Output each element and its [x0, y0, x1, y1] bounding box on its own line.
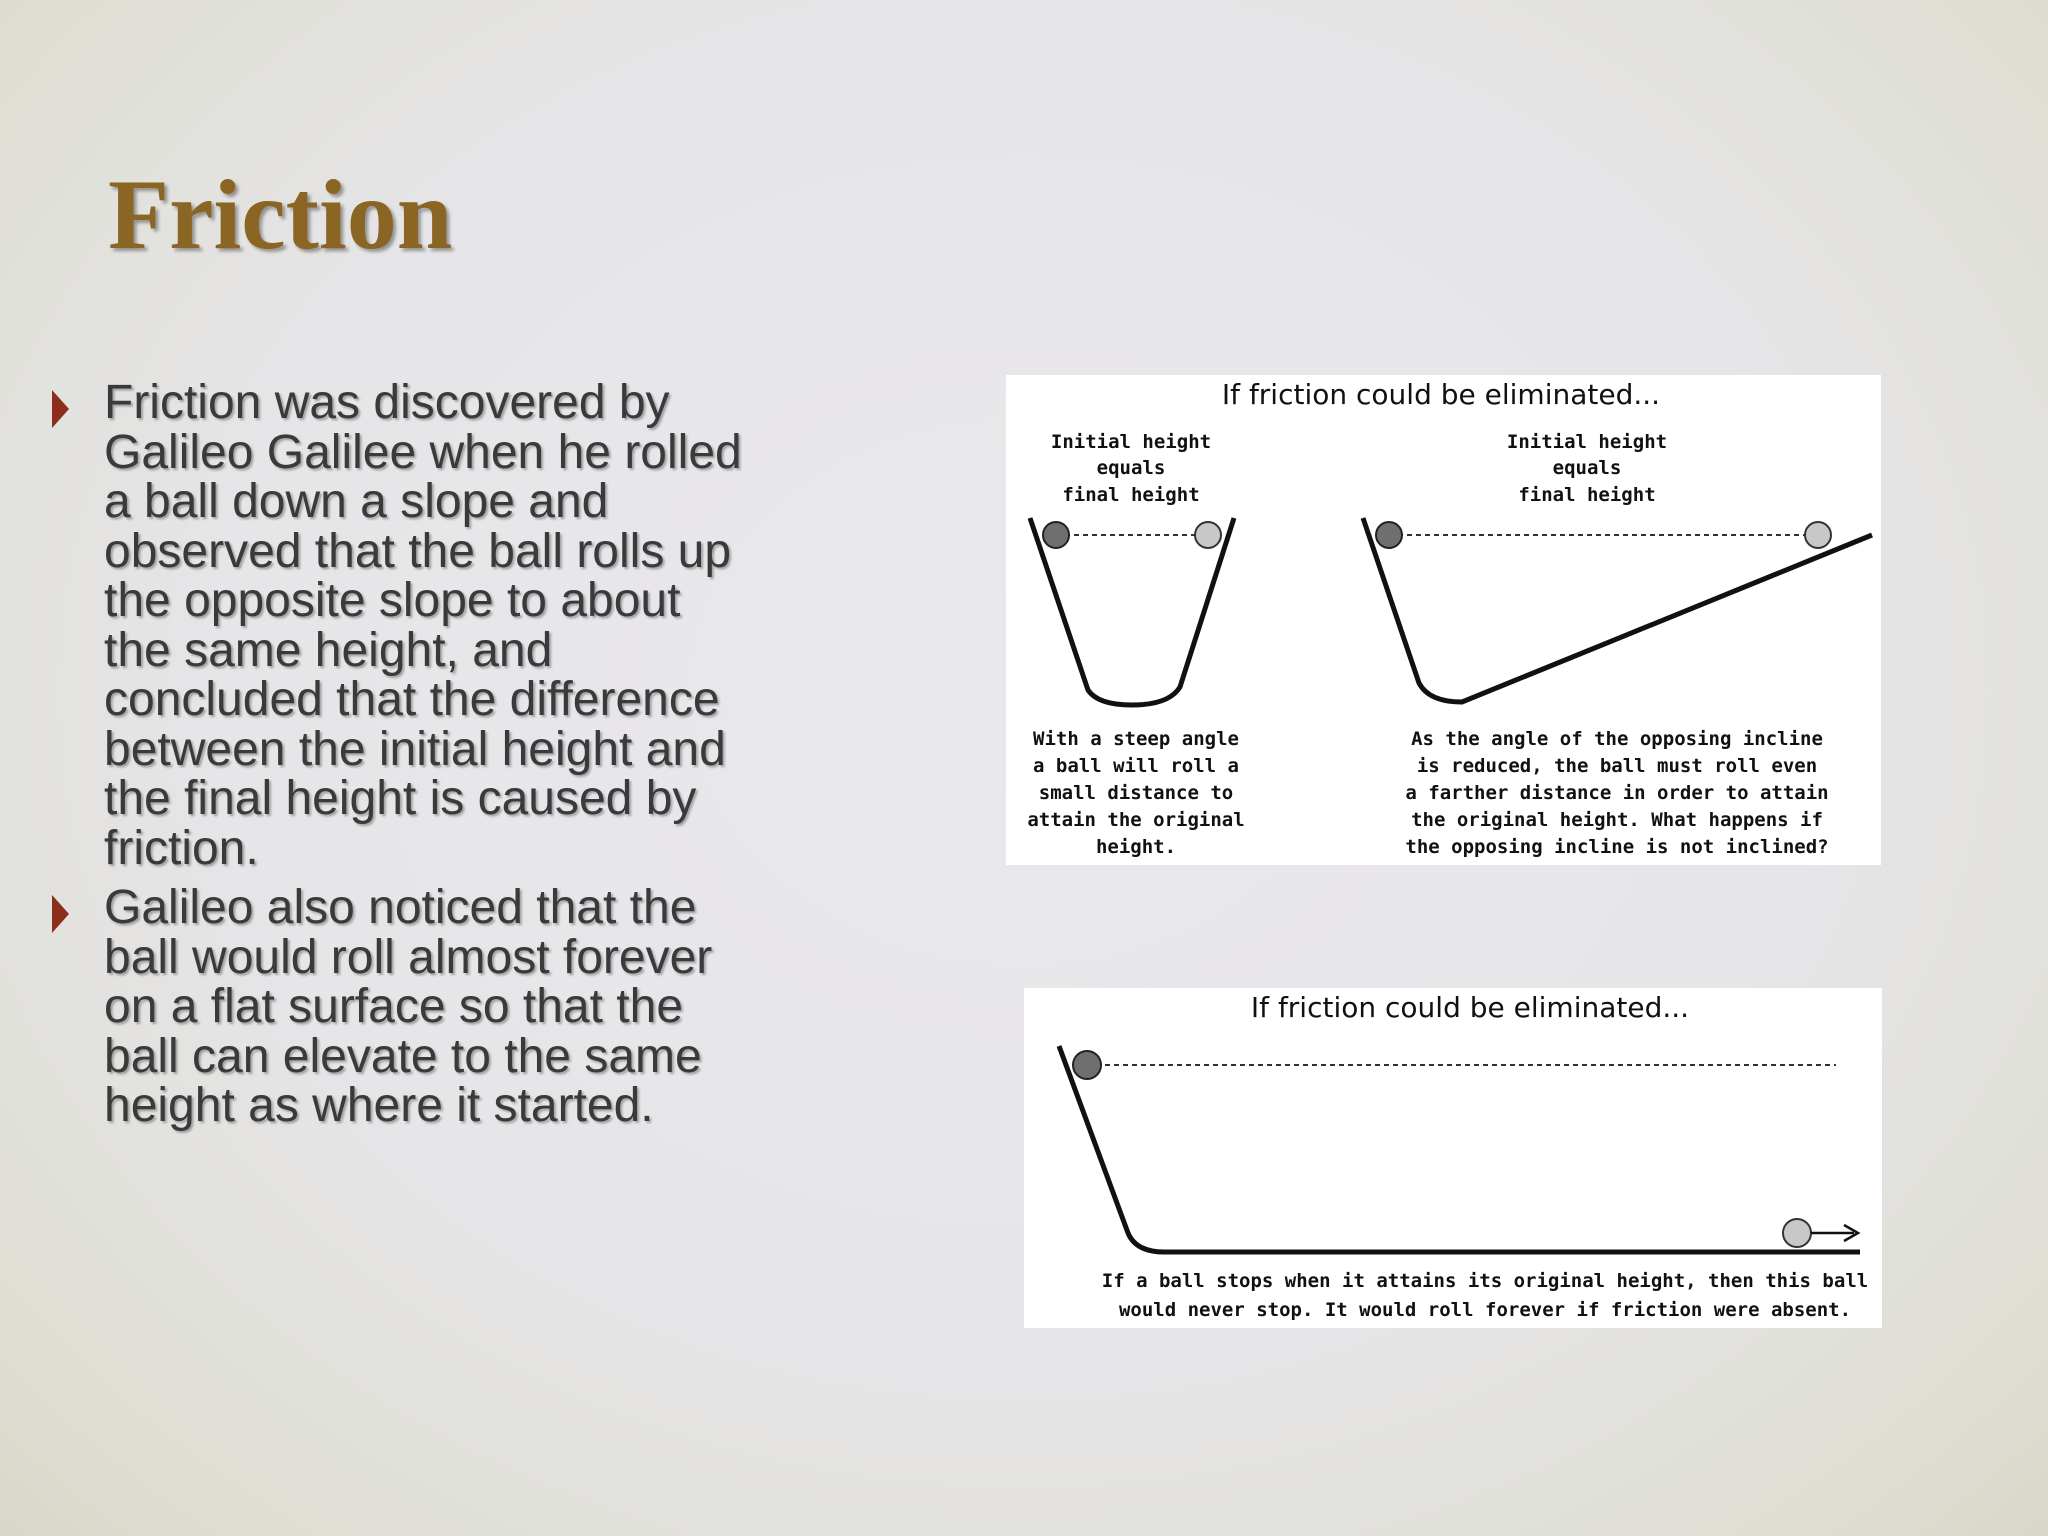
slide-title: Friction — [108, 159, 453, 270]
flat-caption-line: If a ball stops when it attains its original height, then this ball — [1101, 1270, 1869, 1292]
left-label-line: Initial height — [1050, 431, 1212, 453]
right-caption-line: the opposing incline is not inclined? — [1405, 836, 1829, 858]
rolling-ball — [1783, 1219, 1811, 1247]
right-caption-line: is reduced, the ball must roll even — [1416, 755, 1818, 777]
friction-diagram-ramps — [1006, 375, 1881, 865]
left-caption-line: With a steep angle — [1033, 728, 1239, 750]
bullet-text: Galileo also noticed that the ball would roll almost forever on a flat surface so that the ball can elevate to the same height as where it started. — [104, 881, 713, 1132]
right-label-line: equals — [1552, 457, 1622, 479]
start-ball — [1043, 522, 1069, 548]
left-label-line: final height — [1062, 484, 1200, 506]
start-ball — [1376, 522, 1402, 548]
left-caption-line: small distance to — [1038, 782, 1234, 804]
start-ball — [1073, 1051, 1101, 1079]
shallow-incline-track — [1363, 518, 1872, 702]
right-label-line: final height — [1518, 484, 1656, 506]
end-ball — [1195, 522, 1221, 548]
left-caption-line: attain the original — [1027, 809, 1245, 831]
left-caption-line: a ball will roll a — [1033, 755, 1239, 777]
end-ball — [1805, 522, 1831, 548]
friction-diagram-flat — [1024, 988, 1882, 1328]
diagram-heading: If friction could be eliminated... — [1221, 378, 1661, 411]
right-caption-line: As the angle of the opposing incline — [1411, 728, 1823, 750]
diagram-heading: If friction could be eliminated... — [1250, 991, 1690, 1024]
flat-svg — [1024, 988, 1882, 1328]
left-caption-line: height. — [1095, 836, 1177, 858]
right-caption-line: a farther distance in order to attain — [1405, 782, 1829, 804]
bullet-item — [40, 378, 760, 873]
bullet-text: Friction was discovered by Galileo Galilee when he rolled a ball down a slope and observed that the ball rolls up the opposite slope to about the same height, and concluded that the difference between the initial height and the final height is caused by friction. — [104, 376, 742, 875]
bullet-item — [40, 883, 760, 1131]
right-label-line: Initial height — [1506, 431, 1668, 453]
triangle-bullet-icon — [52, 895, 69, 933]
triangle-bullet-icon — [52, 390, 69, 428]
ramps-svg — [1006, 375, 1881, 865]
right-caption-line: the original height. What happens if — [1411, 809, 1823, 831]
left-label-line: equals — [1096, 457, 1166, 479]
bullet-list — [40, 378, 760, 1141]
flat-caption-line: would never stop. It would roll forever if friction were absent. — [1118, 1299, 1852, 1321]
flat-track — [1059, 1046, 1860, 1252]
